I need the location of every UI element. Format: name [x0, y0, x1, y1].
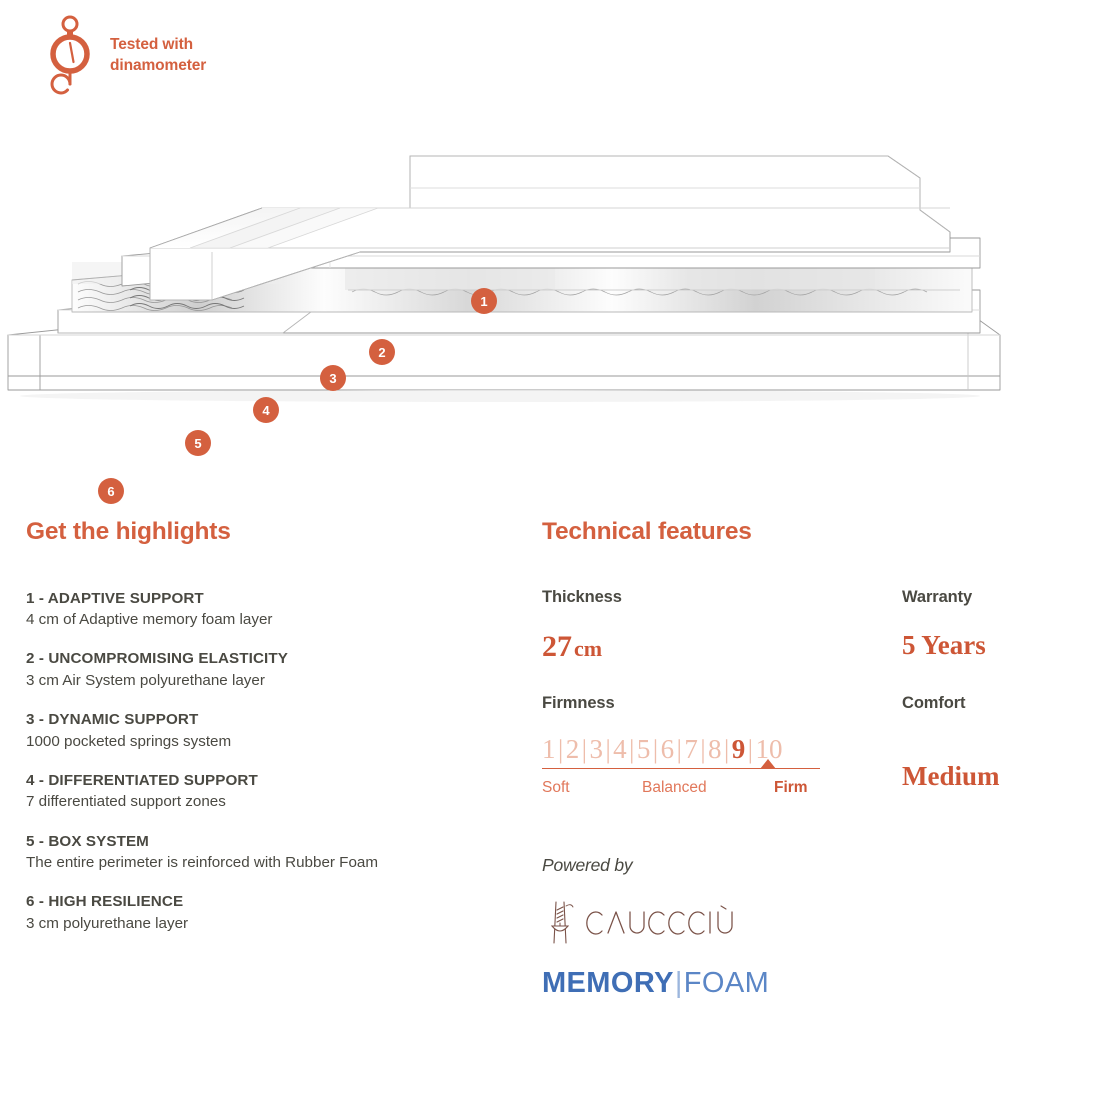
diagram-callout-1[interactable]: 1 [471, 288, 497, 314]
firmness-step-5[interactable]: 5 [636, 733, 651, 764]
firmness-separator: | [747, 734, 753, 764]
thickness-value-cell [542, 632, 902, 662]
highlight-item-1 [26, 589, 526, 631]
mattress-illustration [0, 100, 1060, 430]
comfort-value-cell [902, 736, 1000, 790]
thickness-value [542, 632, 902, 662]
firmness-separator: | [629, 734, 635, 764]
technical-features-title: Technical features [542, 518, 752, 545]
warranty-label-cell [902, 589, 1062, 606]
firmness-anchor-soft: Soft [542, 779, 570, 797]
technical-features-panel [542, 520, 1082, 998]
diagram-callout-5[interactable]: 5 [185, 430, 211, 456]
firmness-step-4[interactable]: 4 [613, 733, 627, 764]
comfort-label-cell [902, 695, 1062, 712]
firmness-step-2[interactable]: 2 [565, 733, 580, 764]
highlight-desc-5: The entire perimeter is reinforced with Rubber Foam [26, 854, 378, 872]
highlight-desc-6: 3 cm polyurethane layer [26, 915, 189, 932]
thickness-number: 27 [542, 630, 572, 663]
dyno-line-1: Tested with [110, 36, 194, 53]
highlight-title-1: 1 - ADAPTIVE SUPPORT [26, 589, 204, 607]
highlight-item-4 [26, 771, 526, 813]
dynamometer-icon [44, 14, 96, 108]
diagram-callout-2[interactable]: 2 [369, 339, 395, 365]
comfort-label: Comfort [902, 694, 966, 712]
firmness-separator: | [558, 734, 564, 764]
highlights-panel [26, 520, 526, 934]
memory-foam-divider: | [674, 966, 683, 999]
firmness-step-3[interactable]: 3 [589, 733, 603, 764]
firmness-step-9[interactable]: 9 [731, 733, 746, 764]
firmness-anchor-firm: Firm [774, 779, 808, 797]
thickness-unit: cm [574, 636, 603, 661]
firmness-step-1[interactable]: 1 [542, 733, 556, 764]
firmness-selected-pointer [760, 759, 776, 769]
highlight-desc-2: 3 cm Air System polyurethane layer [26, 671, 265, 689]
cauccio-logo [542, 899, 1082, 947]
firmness-and-comfort-row [542, 733, 1062, 800]
highlight-title-4: 4 - DIFFERENTIATED SUPPORT [26, 771, 258, 789]
highlight-title-2: 2 - UNCOMPROMISING ELASTICITY [26, 650, 288, 668]
powered-by-label: Powered by [542, 855, 633, 876]
highlight-item-2 [26, 649, 526, 691]
highlight-title-3: 3 - DYNAMIC SUPPORT [26, 711, 199, 729]
firmness-scale-line [542, 768, 820, 770]
warranty-value-cell [902, 632, 1062, 662]
firmness-scale-numbers [542, 733, 820, 764]
firmness-step-8[interactable]: 8 [708, 733, 722, 764]
firmness-separator: | [581, 734, 587, 764]
firmness-scale[interactable] [542, 733, 820, 800]
firmness-anchor-balanced: Balanced [642, 779, 707, 797]
highlight-desc-4: 7 differentiated support zones [26, 793, 226, 811]
diagram-callout-6[interactable]: 6 [98, 478, 124, 504]
warranty-label: Warranty [902, 587, 973, 606]
thickness-label: Thickness [542, 587, 622, 606]
specs-grid [542, 589, 1062, 800]
comfort-value: Medium [902, 760, 1000, 791]
firmness-separator: | [700, 734, 706, 764]
thickness-label-cell [542, 589, 902, 606]
firmness-separator: | [652, 734, 659, 764]
spec-value-row-1 [542, 632, 1062, 662]
firmness-separator: | [605, 734, 611, 764]
tested-with-dinamometer-label [110, 14, 206, 77]
firmness-anchor-labels [542, 779, 820, 799]
highlight-item-3 [26, 710, 526, 752]
memory-word: MEMORY [542, 966, 674, 999]
diagram-callout-3[interactable]: 3 [320, 365, 346, 391]
mattress-cutaway-diagram [0, 100, 1060, 499]
spec-label-row-2 [542, 695, 1062, 712]
dyno-line-2: dinamometer [110, 56, 207, 74]
tested-with-dinamometer-badge [44, 14, 206, 108]
firmness-label: Firmness [542, 694, 615, 712]
firmness-step-7[interactable]: 7 [684, 733, 698, 764]
firmness-step-10[interactable]: 10 [755, 733, 783, 764]
foam-word: FOAM [683, 966, 770, 999]
firmness-label-cell [542, 695, 902, 712]
cauccio-logo-graphic [542, 899, 742, 947]
highlight-item-6 [26, 892, 526, 934]
warranty-value: 5 Years [902, 630, 986, 660]
highlight-desc-3: 1000 pocketed springs system [26, 732, 232, 750]
diagram-callout-4[interactable]: 4 [253, 397, 279, 423]
highlight-desc-1: 4 cm of Adaptive memory foam layer [26, 611, 273, 629]
highlight-title-6: 6 - HIGH RESILIENCE [26, 893, 184, 911]
memory-foam-logo [542, 966, 1082, 999]
firmness-separator: | [724, 734, 730, 764]
highlight-item-5 [26, 832, 526, 874]
highlights-title: Get the highlights [26, 518, 231, 545]
highlight-title-5: 5 - BOX SYSTEM [26, 832, 149, 850]
spec-label-row-1 [542, 589, 1062, 606]
firmness-separator: | [676, 734, 682, 764]
firmness-step-6[interactable]: 6 [660, 733, 675, 764]
